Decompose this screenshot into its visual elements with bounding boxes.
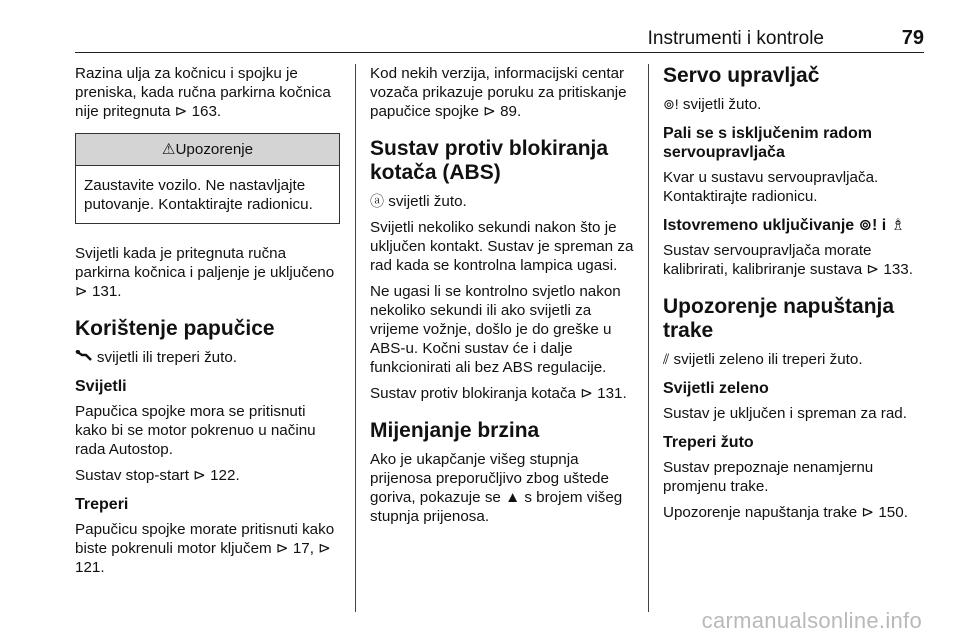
warning-title: ⚠Upozorenje — [76, 134, 339, 166]
paragraph: Papučicu spojke morate pritisnuti kako biste pokrenuli motor ključem ⊳ 17, ⊳ 121. — [75, 521, 335, 576]
paragraph: Sustav prepoznaje nenamjernu promjenu trake. — [663, 459, 874, 495]
column-1 — [75, 64, 340, 584]
section-heading-lane: Upozorenje napuštanja trake — [663, 295, 895, 342]
page-title: Instrumenti i kontrole — [647, 28, 824, 49]
abs-indicator-line — [370, 192, 638, 211]
power-steering-icon: ⊚! — [663, 96, 679, 112]
column-2 — [370, 64, 638, 533]
column-divider — [648, 64, 649, 612]
lane-departure-icon: ⫽ — [663, 351, 670, 367]
subheading-servo-off: Pali se s isključenim radom servoupravljača — [663, 125, 872, 161]
servo-indicator-text: svijetli žuto. — [682, 96, 762, 113]
abs-indicator-text: svijetli žuto. — [388, 193, 467, 210]
section-heading-abs: Sustav protiv blokiranja kotača (ABS) — [370, 137, 609, 184]
section-heading-servo: Servo upravljač — [663, 64, 820, 87]
column-divider — [355, 64, 356, 612]
paragraph: Ne ugasi li se kontrolno svjetlo nakon nekoliko sekundi ili ako svijetli za vrijeme vožnje, došlo je do greške u ABS-u. Kočni sustav će i dalje funkcionirati ali bez ABS regulacije. — [370, 283, 621, 376]
abs-icon: ⓐ — [370, 193, 384, 209]
subheading-green: Svijetli zeleno — [663, 380, 769, 397]
paragraph: Sustav stop-start ⊳ 122. — [75, 467, 240, 484]
paragraph: Papučica spojke mora se pritisnuti kako bi se motor pokrenuo u načinu rada Autostop. — [75, 403, 316, 458]
lane-indicator-text: svijetli zeleno ili treperi žuto. — [673, 351, 863, 368]
paragraph: Svijetli kada je pritegnuta ručna parkirna kočnica i paljenje je uključeno ⊳ 131. — [75, 245, 335, 300]
servo-indicator-line — [663, 95, 928, 114]
page-number: 79 — [901, 27, 924, 49]
subheading-yellow: Treperi žuto — [663, 434, 754, 451]
clutch-pedal-icon — [75, 349, 97, 365]
lane-indicator-line — [663, 350, 928, 369]
paragraph: Sustav servoupravljača morate kalibrirati, kalibriranje sustava ⊳ 133. — [663, 242, 913, 278]
clutch-indicator-line — [75, 348, 340, 367]
subheading-flash: Treperi — [75, 496, 129, 513]
paragraph: Ako je ukapčanje višeg stupnja prijenosa preporučljivo zbog uštede goriva, pokazuje se ▲ s brojem višeg stupnja prijenosa. — [370, 451, 623, 525]
warning-box — [75, 133, 340, 224]
paragraph: Sustav je uključen i spreman za rad. — [663, 405, 907, 422]
section-heading-gear: Mijenjanje brzina — [370, 419, 540, 442]
page-header — [75, 26, 924, 53]
paragraph: Razina ulja za kočnicu i spojku je preniska, kada ručna parkirna kočnica nije pritegnuta ⊳ 163. — [75, 65, 331, 120]
section-heading-clutch: Korištenje papučice — [75, 317, 275, 340]
watermark: carmanualsonline.info — [701, 608, 922, 633]
clutch-indicator-text: svijetli ili treperi žuto. — [96, 349, 237, 366]
subheading-simultaneous: Istovremeno uključivanje ⊚! i ♗ — [663, 217, 906, 234]
paragraph: Kod nekih verzija, informacijski centar vozača prikazuje poruku za pritiskanje papučice spojke ⊳ 89. — [370, 65, 627, 120]
column-3 — [663, 64, 928, 529]
paragraph: Sustav protiv blokiranja kotača ⊳ 131. — [370, 385, 627, 402]
subheading-lit: Svijetli — [75, 378, 127, 395]
paragraph: Svijetli nekoliko sekundi nakon što je uključen kontakt. Sustav je spreman za rad kada se kontrolna lampica ugasi. — [370, 219, 634, 274]
paragraph: Kvar u sustavu servoupravljača. Kontaktirajte radionicu. — [663, 169, 879, 205]
warning-text: Zaustavite vozilo. Ne nastavljajte putovanje. Kontaktirajte radionicu. — [84, 177, 313, 213]
paragraph: Upozorenje napuštanja trake ⊳ 150. — [663, 504, 908, 521]
